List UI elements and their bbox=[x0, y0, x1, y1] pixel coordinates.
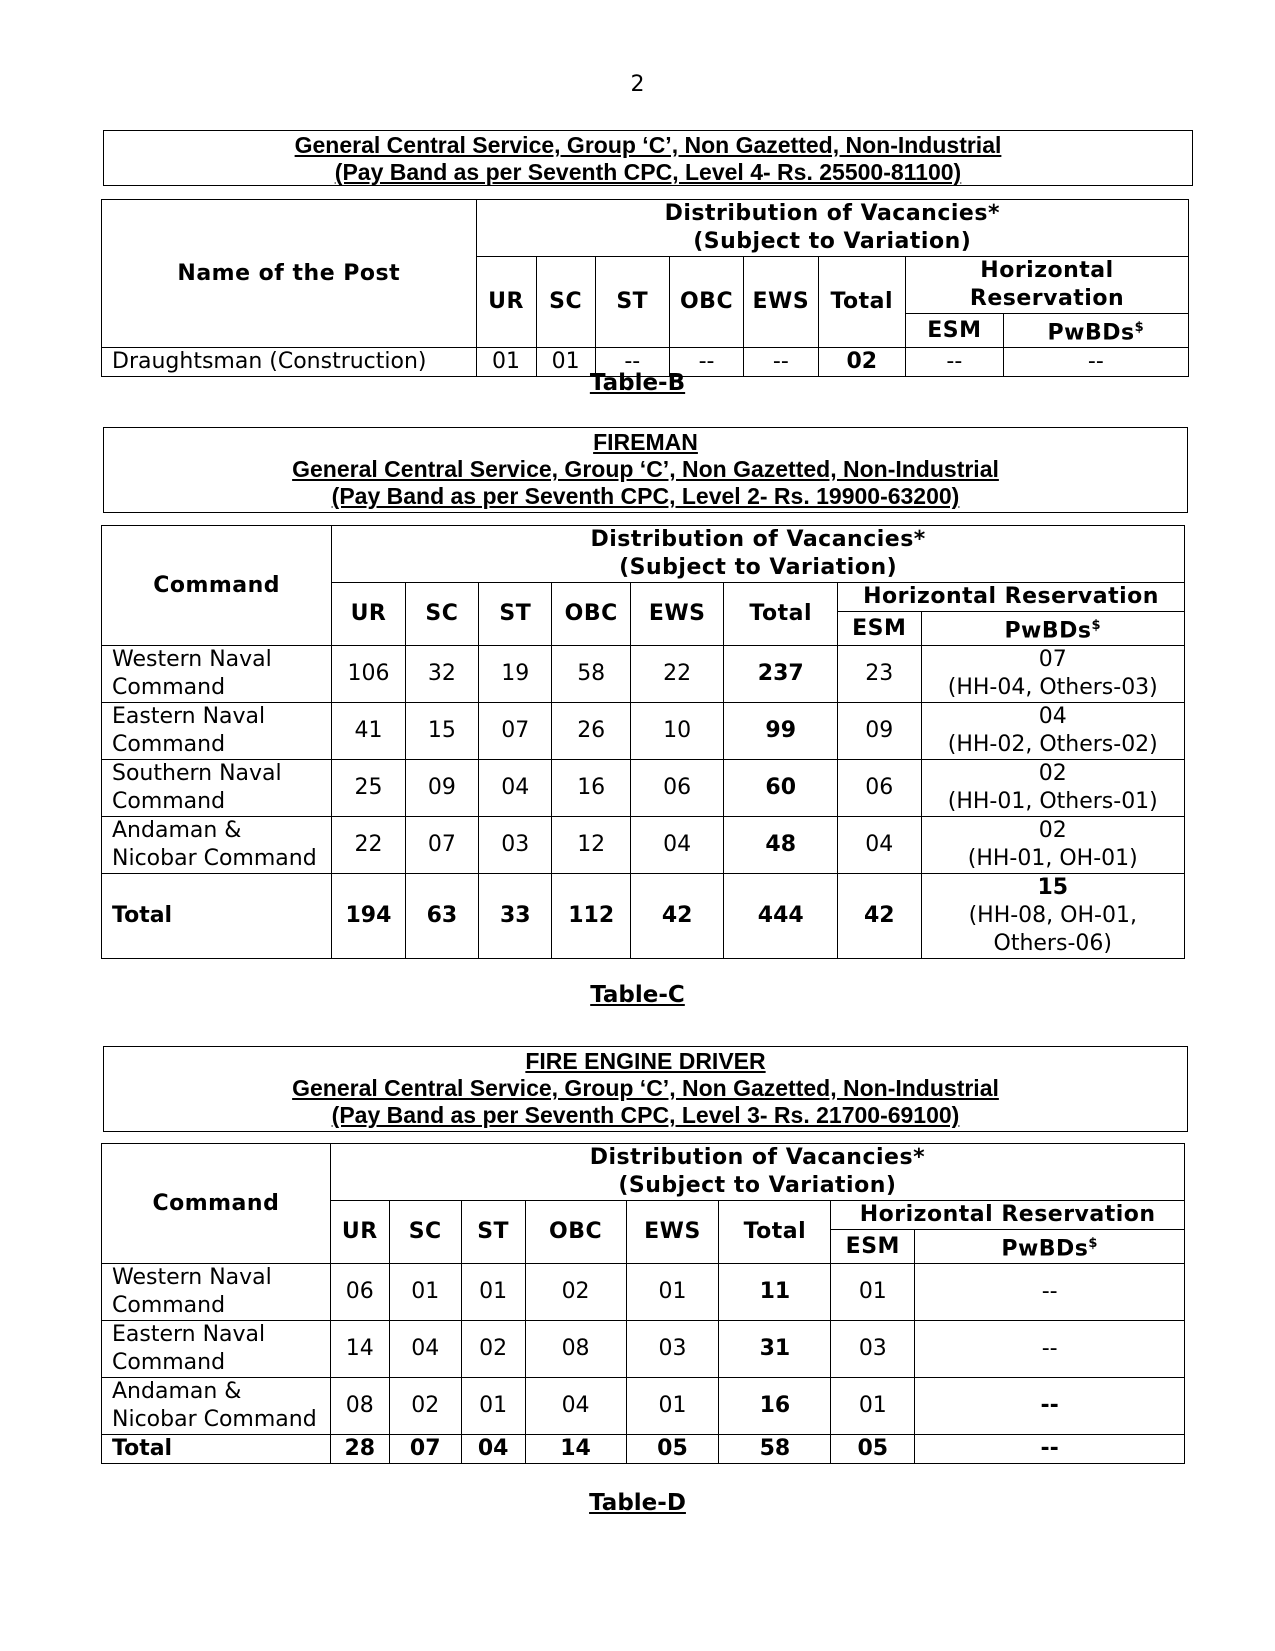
table-row bbox=[102, 1264, 1185, 1321]
cell-obc: 16 bbox=[552, 760, 630, 817]
cell-st: 03 bbox=[479, 817, 552, 874]
dist-line-1: Distribution of Vacancies* bbox=[589, 1145, 926, 1170]
cell-ews: 22 bbox=[630, 646, 724, 703]
col-header-command: Command bbox=[102, 1144, 331, 1264]
table-a bbox=[101, 199, 1189, 377]
cell-pwbd-line: Others-06) bbox=[993, 931, 1112, 957]
cell-obc: 12 bbox=[552, 817, 630, 874]
command-name-line: Western Naval bbox=[112, 647, 272, 673]
cell-pwbd: -- bbox=[915, 1378, 1185, 1435]
col-header-esm: ESM bbox=[906, 314, 1004, 348]
col-header-horizontal: Horizontal Reservation bbox=[906, 257, 1189, 314]
dist-line-1: Distribution of Vacancies* bbox=[664, 201, 1000, 226]
cell-ur: 28 bbox=[330, 1435, 389, 1464]
cell-pwbd-line: (HH-04, Others-03) bbox=[947, 675, 1158, 701]
pwbd-sup: $ bbox=[1134, 320, 1145, 335]
table-b-title-box bbox=[103, 427, 1188, 513]
cell-ur: 08 bbox=[330, 1378, 389, 1435]
cell-st: -- bbox=[595, 348, 669, 377]
cell-pwbd: -- bbox=[1003, 348, 1188, 377]
cell-ur: 01 bbox=[476, 348, 536, 377]
col-header-horizontal: Horizontal Reservation bbox=[838, 583, 1185, 612]
command-name bbox=[102, 760, 332, 817]
cell-pwbd-line: (HH-08, OH-01, bbox=[968, 903, 1137, 929]
cell-esm: 09 bbox=[838, 703, 921, 760]
cell-pwbd bbox=[921, 646, 1185, 703]
col-header-obc: OBC bbox=[525, 1201, 626, 1264]
total-label: Total bbox=[102, 874, 332, 959]
table-c-title-line-2: General Central Service, Group ‘C’, Non Gazetted, Non-Industrial bbox=[292, 1075, 999, 1101]
cell-total: 444 bbox=[724, 874, 838, 959]
table-a-title-line-1: General Central Service, Group ‘C’, Non Gazetted, Non-Industrial bbox=[294, 132, 1002, 158]
col-header-distribution bbox=[332, 526, 1185, 583]
cell-ur: 194 bbox=[332, 874, 405, 959]
col-header-sc: SC bbox=[405, 583, 478, 646]
col-header-pwbd bbox=[921, 612, 1185, 646]
cell-obc: 14 bbox=[525, 1435, 626, 1464]
command-name bbox=[102, 646, 332, 703]
table-b bbox=[101, 525, 1185, 959]
cell-obc: 112 bbox=[552, 874, 630, 959]
command-name-line: Command bbox=[112, 732, 226, 758]
command-name bbox=[102, 703, 332, 760]
dist-line-2: (Subject to Variation) bbox=[693, 229, 972, 254]
cell-st: 04 bbox=[479, 760, 552, 817]
table-row bbox=[102, 646, 1185, 703]
cell-ur: 41 bbox=[332, 703, 405, 760]
cell-st: 19 bbox=[479, 646, 552, 703]
cell-st: 33 bbox=[479, 874, 552, 959]
table-a-title-line-2: (Pay Band as per Seventh CPC, Level 4- Rs. 25500-81100) bbox=[334, 159, 962, 185]
cell-sc: 07 bbox=[389, 1435, 461, 1464]
cell-ews: 03 bbox=[626, 1321, 719, 1378]
col-header-total: Total bbox=[818, 257, 906, 348]
total-row bbox=[102, 874, 1185, 959]
cell-ur: 14 bbox=[330, 1321, 389, 1378]
table-row bbox=[102, 1321, 1185, 1378]
col-header-obc: OBC bbox=[669, 257, 743, 348]
table-c-title-box bbox=[103, 1046, 1188, 1132]
cell-ews: 42 bbox=[630, 874, 724, 959]
cell-sc: 15 bbox=[405, 703, 478, 760]
col-header-pwbd bbox=[915, 1230, 1185, 1264]
cell-pwbd-line: 02 bbox=[1038, 818, 1067, 844]
cell-ews: 01 bbox=[626, 1378, 719, 1435]
cell-sc: 01 bbox=[389, 1264, 461, 1321]
caption-table-d: Table-D bbox=[589, 1490, 686, 1516]
command-name-line: Nicobar Command bbox=[112, 1407, 317, 1433]
cell-pwbd bbox=[921, 874, 1185, 959]
dist-line-2: (Subject to Variation) bbox=[618, 1173, 897, 1198]
col-header-esm: ESM bbox=[831, 1230, 915, 1264]
cell-total: 16 bbox=[719, 1378, 831, 1435]
col-header-ews: EWS bbox=[626, 1201, 719, 1264]
cell-total: 58 bbox=[719, 1435, 831, 1464]
cell-st: 07 bbox=[479, 703, 552, 760]
command-name-line: Western Naval bbox=[112, 1265, 272, 1291]
col-header-ews: EWS bbox=[630, 583, 724, 646]
cell-sc: 09 bbox=[405, 760, 478, 817]
command-name bbox=[102, 1264, 331, 1321]
col-header-sc: SC bbox=[536, 257, 595, 348]
cell-total: 48 bbox=[724, 817, 838, 874]
cell-pwbd: -- bbox=[915, 1264, 1185, 1321]
table-row bbox=[102, 817, 1185, 874]
col-header-horizontal: Horizontal Reservation bbox=[831, 1201, 1185, 1230]
cell-st: 04 bbox=[461, 1435, 525, 1464]
table-b-title-line-2: General Central Service, Group ‘C’, Non Gazetted, Non-Industrial bbox=[292, 456, 999, 482]
cell-st: 02 bbox=[461, 1321, 525, 1378]
pwbd-sup: $ bbox=[1091, 618, 1102, 633]
cell-pwbd: -- bbox=[915, 1435, 1185, 1464]
cell-esm: 42 bbox=[838, 874, 921, 959]
cell-pwbd: -- bbox=[915, 1321, 1185, 1378]
col-header-ews: EWS bbox=[744, 257, 818, 348]
cell-esm: 01 bbox=[831, 1378, 915, 1435]
cell-obc: 58 bbox=[552, 646, 630, 703]
cell-sc: 63 bbox=[405, 874, 478, 959]
col-header-ur: UR bbox=[476, 257, 536, 348]
cell-esm: 04 bbox=[838, 817, 921, 874]
cell-ur: 22 bbox=[332, 817, 405, 874]
command-name-line: Nicobar Command bbox=[112, 846, 317, 872]
cell-total: 02 bbox=[818, 348, 906, 377]
cell-total: 11 bbox=[719, 1264, 831, 1321]
cell-ur: 06 bbox=[330, 1264, 389, 1321]
command-name-line: Command bbox=[112, 1293, 226, 1319]
command-name-line: Eastern Naval bbox=[112, 1322, 266, 1348]
table-row bbox=[102, 703, 1185, 760]
cell-total: 60 bbox=[724, 760, 838, 817]
pwbd-sup: $ bbox=[1088, 1236, 1098, 1251]
table-row bbox=[102, 1378, 1185, 1435]
col-header-total: Total bbox=[724, 583, 838, 646]
table-c-title-line-1: FIRE ENGINE DRIVER bbox=[525, 1048, 766, 1074]
command-name bbox=[102, 1378, 331, 1435]
cell-pwbd-line: 02 bbox=[1038, 761, 1067, 787]
cell-ews: 01 bbox=[626, 1264, 719, 1321]
cell-ews: 10 bbox=[630, 703, 724, 760]
cell-sc: 04 bbox=[389, 1321, 461, 1378]
cell-ews: 05 bbox=[626, 1435, 719, 1464]
dist-line-2: (Subject to Variation) bbox=[619, 555, 898, 580]
command-name-line: Command bbox=[112, 1350, 226, 1376]
command-name-line: Command bbox=[112, 789, 226, 815]
cell-esm: 01 bbox=[831, 1264, 915, 1321]
cell-pwbd-line: (HH-01, OH-01) bbox=[967, 846, 1138, 872]
table-b-body bbox=[102, 646, 1185, 959]
col-header-post: Name of the Post bbox=[102, 200, 477, 348]
table-c-body bbox=[102, 1264, 1185, 1464]
caption-table-c: Table-C bbox=[590, 982, 685, 1008]
command-name-line: Andaman & bbox=[112, 1379, 242, 1405]
cell-sc: 01 bbox=[536, 348, 595, 377]
col-header-total: Total bbox=[719, 1201, 831, 1264]
pwbd-label: PwBDs bbox=[1047, 320, 1135, 346]
col-header-sc: SC bbox=[389, 1201, 461, 1264]
cell-pwbd bbox=[921, 703, 1185, 760]
cell-obc: -- bbox=[669, 348, 743, 377]
post-name: Draughtsman (Construction) bbox=[102, 348, 477, 377]
cell-sc: 02 bbox=[389, 1378, 461, 1435]
col-header-st: ST bbox=[479, 583, 552, 646]
cell-ews: -- bbox=[744, 348, 818, 377]
total-label: Total bbox=[102, 1435, 331, 1464]
cell-total: 237 bbox=[724, 646, 838, 703]
cell-total: 31 bbox=[719, 1321, 831, 1378]
cell-pwbd bbox=[921, 817, 1185, 874]
cell-pwbd-line: 04 bbox=[1038, 704, 1067, 730]
command-name-line: Command bbox=[112, 675, 226, 701]
table-c bbox=[101, 1143, 1185, 1464]
cell-ur: 25 bbox=[332, 760, 405, 817]
col-header-distribution bbox=[476, 200, 1188, 257]
cell-pwbd-line: (HH-01, Others-01) bbox=[947, 789, 1158, 815]
command-name-line: Southern Naval bbox=[112, 761, 282, 787]
command-name-line: Andaman & bbox=[112, 818, 242, 844]
cell-sc: 07 bbox=[405, 817, 478, 874]
table-row bbox=[102, 760, 1185, 817]
col-header-esm: ESM bbox=[838, 612, 921, 646]
command-name-line: Eastern Naval bbox=[112, 704, 266, 730]
cell-pwbd-line: (HH-02, Others-02) bbox=[947, 732, 1158, 758]
dist-line-1: Distribution of Vacancies* bbox=[590, 527, 926, 552]
pwbd-label: PwBDs bbox=[1001, 1236, 1089, 1262]
caption-table-b: Table-B bbox=[589, 370, 686, 396]
cell-pwbd-line: 15 bbox=[1037, 875, 1069, 901]
cell-st: 01 bbox=[461, 1264, 525, 1321]
table-b-title-line-1: FIREMAN bbox=[593, 429, 698, 455]
col-header-obc: OBC bbox=[552, 583, 630, 646]
col-header-ur: UR bbox=[330, 1201, 389, 1264]
cell-total: 99 bbox=[724, 703, 838, 760]
pwbd-label: PwBDs bbox=[1004, 618, 1092, 644]
table-b-title-line-3: (Pay Band as per Seventh CPC, Level 2- Rs. 19900-63200) bbox=[331, 483, 960, 509]
cell-pwbd-line: 07 bbox=[1038, 647, 1067, 673]
col-header-pwbd bbox=[1003, 314, 1188, 348]
cell-ews: 04 bbox=[630, 817, 724, 874]
cell-ur: 106 bbox=[332, 646, 405, 703]
col-header-st: ST bbox=[461, 1201, 525, 1264]
command-name bbox=[102, 817, 332, 874]
cell-esm: 06 bbox=[838, 760, 921, 817]
cell-esm: 05 bbox=[831, 1435, 915, 1464]
page-number: 2 bbox=[630, 72, 645, 97]
cell-esm: -- bbox=[906, 348, 1004, 377]
cell-obc: 04 bbox=[525, 1378, 626, 1435]
cell-esm: 23 bbox=[838, 646, 921, 703]
col-header-ur: UR bbox=[332, 583, 405, 646]
col-header-distribution bbox=[330, 1144, 1184, 1201]
table-a-title-box bbox=[103, 130, 1193, 186]
command-name bbox=[102, 1321, 331, 1378]
cell-pwbd bbox=[921, 760, 1185, 817]
cell-ews: 06 bbox=[630, 760, 724, 817]
cell-esm: 03 bbox=[831, 1321, 915, 1378]
total-row bbox=[102, 1435, 1185, 1464]
col-header-command: Command bbox=[102, 526, 332, 646]
cell-obc: 26 bbox=[552, 703, 630, 760]
table-c-title-line-3: (Pay Band as per Seventh CPC, Level 3- Rs. 21700-69100) bbox=[331, 1102, 960, 1128]
cell-obc: 02 bbox=[525, 1264, 626, 1321]
cell-sc: 32 bbox=[405, 646, 478, 703]
cell-obc: 08 bbox=[525, 1321, 626, 1378]
col-header-st: ST bbox=[595, 257, 669, 348]
cell-st: 01 bbox=[461, 1378, 525, 1435]
